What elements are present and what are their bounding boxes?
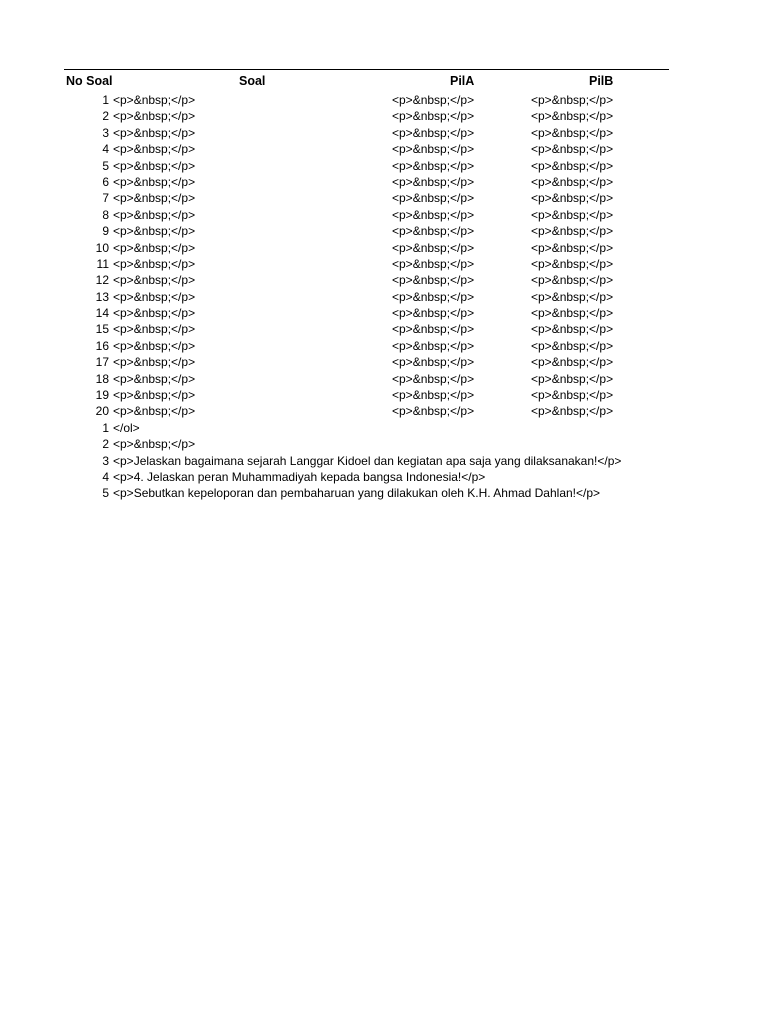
- row-number-cell: 6: [102, 174, 109, 189]
- soal-cell: <p>Sebutkan kepeloporan dan pembaharuan yang dilakukan oleh K.H. Ahmad Dahlan!</p>: [113, 486, 601, 501]
- row-number-cell: 3: [102, 125, 109, 140]
- table-row: [0, 436, 768, 452]
- table-row: [0, 240, 768, 256]
- row-number-cell: 8: [102, 207, 109, 222]
- pila-cell: <p>&nbsp;</p>: [392, 174, 475, 189]
- soal-cell: <p>4. Jelaskan peran Muhammadiyah kepada bangsa Indonesia!</p>: [113, 469, 486, 484]
- header-pilb: PilB: [589, 74, 614, 88]
- pilb-cell: <p>&nbsp;</p>: [531, 289, 614, 304]
- pila-cell: <p>&nbsp;</p>: [392, 109, 475, 124]
- soal-cell: <p>&nbsp;</p>: [113, 437, 196, 452]
- row-number-cell: 20: [95, 404, 109, 419]
- pilb-cell: <p>&nbsp;</p>: [531, 355, 614, 370]
- table-row: [0, 453, 768, 469]
- row-number-cell: 4: [102, 469, 109, 484]
- soal-cell: <p>&nbsp;</p>: [113, 207, 196, 222]
- soal-cell: <p>&nbsp;</p>: [113, 355, 196, 370]
- row-number-cell: 2: [102, 437, 109, 452]
- pilb-cell: <p>&nbsp;</p>: [531, 338, 614, 353]
- table-top-border: [64, 69, 669, 70]
- soal-cell: <p>&nbsp;</p>: [113, 322, 196, 337]
- header-soal: Soal: [239, 74, 266, 88]
- soal-cell: <p>&nbsp;</p>: [113, 142, 196, 157]
- row-number-cell: 15: [95, 322, 109, 337]
- pilb-cell: <p>&nbsp;</p>: [531, 93, 614, 107]
- table-row: [0, 387, 768, 403]
- row-number-cell: 1: [102, 420, 109, 435]
- pila-cell: <p>&nbsp;</p>: [392, 404, 475, 419]
- table-row: [0, 108, 768, 124]
- table-row: [0, 125, 768, 141]
- pilb-cell: <p>&nbsp;</p>: [531, 388, 614, 403]
- row-number-cell: 2: [102, 109, 109, 124]
- pila-cell: <p>&nbsp;</p>: [392, 273, 475, 288]
- row-number-cell: 14: [95, 306, 109, 321]
- pila-cell: <p>&nbsp;</p>: [392, 191, 475, 206]
- pilb-cell: <p>&nbsp;</p>: [531, 256, 614, 271]
- table-row: [0, 190, 768, 206]
- row-number-cell: 5: [102, 486, 109, 501]
- pilb-cell: <p>&nbsp;</p>: [531, 142, 614, 157]
- row-number-cell: 17: [95, 355, 109, 370]
- pila-cell: <p>&nbsp;</p>: [392, 224, 475, 239]
- pila-cell: <p>&nbsp;</p>: [392, 93, 475, 107]
- pilb-cell: <p>&nbsp;</p>: [531, 404, 614, 419]
- pila-cell: <p>&nbsp;</p>: [392, 289, 475, 304]
- soal-cell: <p>&nbsp;</p>: [113, 174, 196, 189]
- table-row: [0, 485, 768, 501]
- table-row: [0, 469, 768, 485]
- soal-cell: </ol>: [113, 420, 140, 435]
- table-row: [0, 141, 768, 157]
- header-no-soal: No Soal: [66, 74, 113, 88]
- row-number-cell: 13: [95, 289, 109, 304]
- pilb-cell: <p>&nbsp;</p>: [531, 125, 614, 140]
- pilb-cell: <p>&nbsp;</p>: [531, 371, 614, 386]
- soal-cell: <p>&nbsp;</p>: [113, 388, 196, 403]
- header-pila: PilA: [450, 74, 475, 88]
- pilb-cell: <p>&nbsp;</p>: [531, 174, 614, 189]
- row-number-cell: 7: [102, 191, 109, 206]
- pilb-cell: <p>&nbsp;</p>: [531, 240, 614, 255]
- table-row: [0, 371, 768, 387]
- pilb-cell: <p>&nbsp;</p>: [531, 158, 614, 173]
- table-row: [0, 207, 768, 223]
- soal-cell: <p>&nbsp;</p>: [113, 109, 196, 124]
- table-row: [0, 92, 768, 108]
- soal-cell: <p>&nbsp;</p>: [113, 273, 196, 288]
- row-number-cell: 11: [96, 256, 109, 271]
- table-row: [0, 158, 768, 174]
- pilb-cell: <p>&nbsp;</p>: [531, 207, 614, 222]
- pilb-cell: <p>&nbsp;</p>: [531, 322, 614, 337]
- row-number-cell: 10: [95, 240, 109, 255]
- pilb-cell: <p>&nbsp;</p>: [531, 191, 614, 206]
- soal-cell: <p>&nbsp;</p>: [113, 289, 196, 304]
- soal-cell: <p>&nbsp;</p>: [113, 338, 196, 353]
- pila-cell: <p>&nbsp;</p>: [392, 355, 475, 370]
- table-row: [0, 289, 768, 305]
- soal-cell: <p>&nbsp;</p>: [113, 93, 196, 107]
- table-row: [0, 272, 768, 288]
- pila-cell: <p>&nbsp;</p>: [392, 388, 475, 403]
- soal-cell: <p>&nbsp;</p>: [113, 224, 196, 239]
- row-number-cell: 16: [95, 338, 109, 353]
- row-number-cell: 5: [102, 158, 109, 173]
- table-header-row: [0, 72, 768, 90]
- pila-cell: <p>&nbsp;</p>: [392, 207, 475, 222]
- pila-cell: <p>&nbsp;</p>: [392, 256, 475, 271]
- pilb-cell: <p>&nbsp;</p>: [531, 224, 614, 239]
- table-row: [0, 354, 768, 370]
- table-row: [0, 305, 768, 321]
- row-number-cell: 9: [102, 224, 109, 239]
- soal-cell: <p>Jelaskan bagaimana sejarah Langgar Kidoel dan kegiatan apa saja yang dilaksanakan!</p>: [113, 453, 622, 468]
- pilb-cell: <p>&nbsp;</p>: [531, 109, 614, 124]
- table-row: [0, 420, 768, 436]
- soal-cell: <p>&nbsp;</p>: [113, 371, 196, 386]
- soal-cell: <p>&nbsp;</p>: [113, 404, 196, 419]
- soal-cell: <p>&nbsp;</p>: [113, 158, 196, 173]
- row-number-cell: 19: [95, 388, 109, 403]
- soal-cell: <p>&nbsp;</p>: [113, 240, 196, 255]
- row-number-cell: 4: [102, 142, 109, 157]
- pila-cell: <p>&nbsp;</p>: [392, 142, 475, 157]
- soal-cell: <p>&nbsp;</p>: [113, 256, 196, 271]
- row-number-cell: 3: [102, 453, 109, 468]
- pila-cell: <p>&nbsp;</p>: [392, 306, 475, 321]
- soal-cell: <p>&nbsp;</p>: [113, 306, 196, 321]
- table-row: [0, 403, 768, 419]
- pila-cell: <p>&nbsp;</p>: [392, 240, 475, 255]
- table-row: [0, 223, 768, 239]
- table-row: [0, 174, 768, 190]
- pilb-cell: <p>&nbsp;</p>: [531, 273, 614, 288]
- soal-cell: <p>&nbsp;</p>: [113, 125, 196, 140]
- pila-cell: <p>&nbsp;</p>: [392, 322, 475, 337]
- table-row: [0, 321, 768, 337]
- table-row: [0, 338, 768, 354]
- soal-cell: <p>&nbsp;</p>: [113, 191, 196, 206]
- pilb-cell: <p>&nbsp;</p>: [531, 306, 614, 321]
- row-number-cell: 18: [95, 371, 109, 386]
- pila-cell: <p>&nbsp;</p>: [392, 371, 475, 386]
- pila-cell: <p>&nbsp;</p>: [392, 338, 475, 353]
- table-row: [0, 256, 768, 272]
- row-number-cell: 1: [102, 93, 109, 107]
- table-body: [0, 92, 768, 502]
- row-number-cell: 12: [95, 273, 109, 288]
- pila-cell: <p>&nbsp;</p>: [392, 158, 475, 173]
- pila-cell: <p>&nbsp;</p>: [392, 125, 475, 140]
